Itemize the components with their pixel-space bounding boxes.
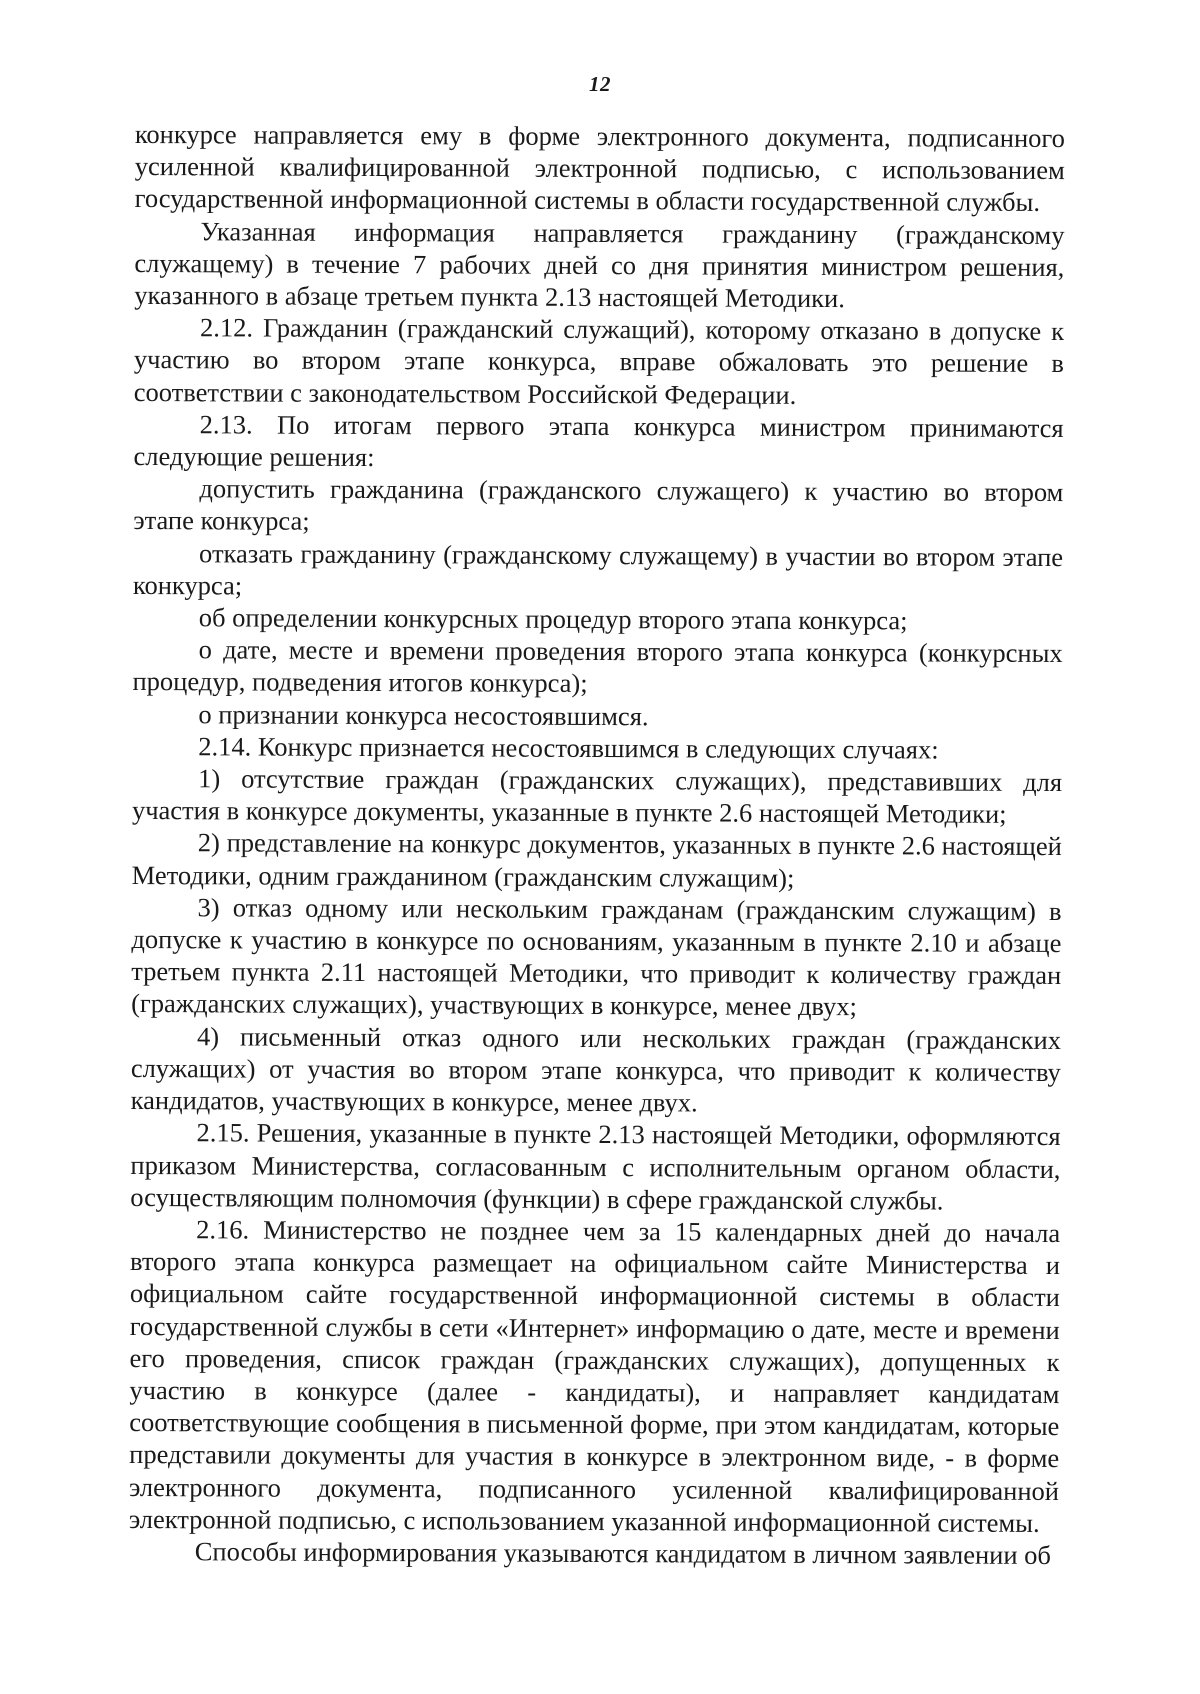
paragraph: 1) отсутствие граждан (гражданских служащих), представивших для участия в конкурсе документы, указанные в пункте 2.6 настоящей Методики; xyxy=(131,763,1063,830)
paragraph: о дате, месте и времени проведения второго этапа конкурса (конкурсных процедур, подведения итогов конкурса); xyxy=(132,634,1063,699)
paragraph: об определении конкурсных процедур второго этапа конкурса; xyxy=(198,602,908,636)
paragraph: 2.15. Решения, указанные в пункте 2.13 настоящей Методики, оформляются приказом Министерства, согласованным с исполнительным органом области, осуществляющим полномочия (функции) в сфере гражданской службы. xyxy=(130,1117,1061,1216)
paragraph: 2.16. Министерство не позднее чем за 15 календарных дней до начала второго этапа конкурса размещает на официальном сайте Министерства и официальном сайте государственной информационной системы в области государственной службы в сети «Интернет» информацию о дате, месте и времени его проведения, список граждан (гражданских служащих), допущенных к участию в конкурсе (далее - кандидаты), и направляет кандидатам соответствующие сообщения в письменной форме, при этом кандидатам, которые представили документы для участия в конкурсе в электронном виде, - в форме электронного документа, подписанного усиленной квалифицированной электронной подписью, с использованием указанной информационной системы. xyxy=(128,1214,1061,1538)
document-body xyxy=(129,118,1065,1571)
paragraph: 2.13. По итогам первого этапа конкурса министром принимаются следующие решения: xyxy=(133,409,1064,473)
paragraph: конкурсе направляется ему в форме электронного документа, подписанного усиленной квалифицированной электронной подписью, с использованием государственной информационной системы в области государственной службы. xyxy=(134,118,1065,218)
paragraph: 2) представление на конкурс документов, указанных в пункте 2.6 настоящей Методики, одним гражданином (гражданским служащим); xyxy=(131,827,1062,893)
paragraph: 2.12. Гражданин (гражданский служащий), которому отказано в допуске к участию во втором этапе конкурса, вправе обжаловать это решение в соответствии с законодательством Российской Федерации. xyxy=(133,312,1065,410)
paragraph: о признании конкурса несостоявшимся. xyxy=(198,698,649,731)
paragraph: Указанная информация направляется гражданину (гражданскому служащему) в течение 7 рабочих дней со дня принятия министром решения, указанного в абзаце третьем пункта 2.13 настоящей Методики. xyxy=(134,215,1065,314)
paragraph: Способы информирования указываются кандидатом в личном заявлении об xyxy=(194,1536,1051,1570)
paragraph: отказать гражданину (гражданскому служащему) в участии во втором этапе конкурса; xyxy=(132,537,1064,601)
paragraph: допустить гражданина (гражданского служащего) к участию во втором этапе конкурса; xyxy=(133,473,1064,537)
paragraph: 3) отказ одному или нескольким гражданам (гражданским служащим) в допуске к участию в конкурсе по основаниям, указанным в пункте 2.10 и абзаце третьем пункта 2.11 настоящей Методики, что приводит к количеству граждан (гражданских служащих), участвующих в конкурсе, менее двух; xyxy=(131,892,1062,1022)
paragraph: 4) письменный отказ одного или нескольких граждан (гражданских служащих) от участия во втором этапе конкурса, что приводит к количеству кандидатов, участвующих в конкурсе, менее двух. xyxy=(130,1020,1062,1118)
paragraph: 2.14. Конкурс признается несостоявшимся в следующих случаях: xyxy=(198,731,939,765)
page-number: 12 xyxy=(589,72,611,96)
